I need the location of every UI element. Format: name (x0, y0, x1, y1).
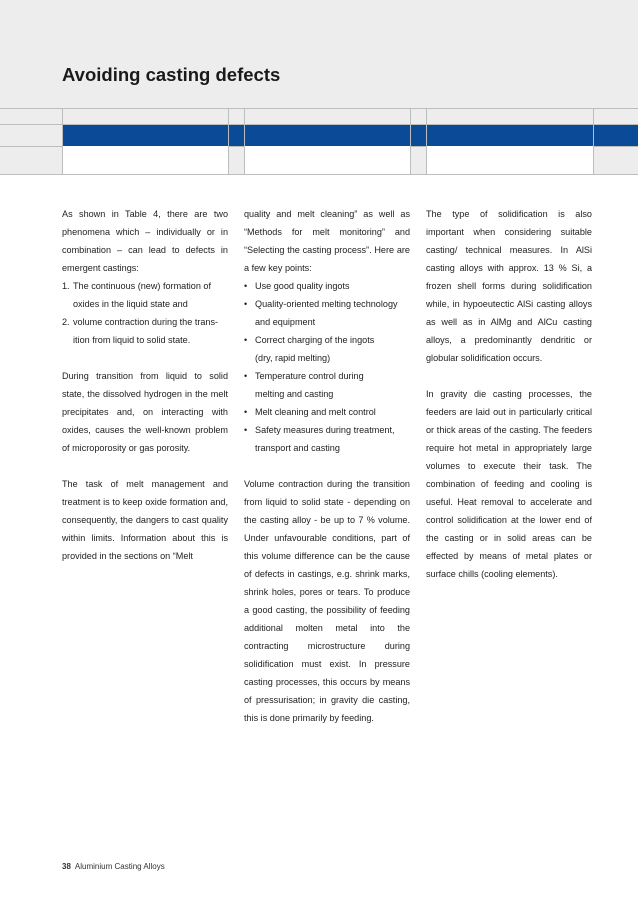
footer-text: Aluminium Casting Alloys (74, 862, 165, 871)
bullet: • (244, 407, 248, 417)
bullet: • (244, 371, 248, 381)
list-text: Temperature control during (255, 371, 364, 381)
grid-line (410, 108, 411, 174)
bullet: • (244, 299, 248, 309)
grid-line (228, 108, 229, 174)
list-number: 1. (62, 281, 70, 291)
grid-line (593, 108, 594, 174)
paragraph: The type of solidification is also important when considering suitable casting/ technical measures. In AlSi casting alloys with approx. 13 % Si, a frozen shell forms during solidification while, in hypoeutectic AlSi casting alloys as well as in AlMg and AlCu casting alloys, a predominantly dendritic or globular solidification occurs. (426, 209, 592, 363)
grid-line (62, 108, 63, 174)
paragraph: The task of melt management and treatment is to keep oxide formation and, consequently, the dangers to cast quality within limits. Information about this is provided in the sections on “Melt (62, 479, 228, 561)
list-text: oxides in the liquid state and (73, 299, 188, 309)
text-column-1 (62, 205, 228, 565)
grid-line (0, 108, 638, 109)
list-text: Use good quality ingots (255, 281, 350, 291)
text-column-3 (426, 205, 592, 583)
list-text: Safety measures during treatment, (255, 425, 395, 435)
list-text: and equipment (255, 317, 316, 327)
paragraph: quality and melt cleaning” as well as “Methods for melt monitoring” and “Selecting the casting process”. Here are a few key points: (244, 209, 410, 273)
bullet: • (244, 425, 248, 435)
grid-line (244, 108, 245, 174)
list-item (244, 421, 410, 457)
list-text: transport and casting (255, 443, 340, 453)
list-text: Quality-oriented melting technology (255, 299, 398, 309)
blue-band (62, 125, 638, 146)
paragraph: During transition from liquid to solid state, the dissolved hydrogen in the melt precipitates and, on interacting with oxides, causes the well-known problem of microporosity or gas porosity. (62, 371, 228, 453)
list-text: ition from liquid to solid state. (73, 335, 191, 345)
paragraph: Volume contraction during the transition from liquid to solid state - depending on the casting alloy - be up to 7 % volume. Under unfavourable conditions, part of this volume difference can be the cause of defects in castings, e.g. shrink marks, shrink holes, pores or tears. To produce a good casting, the possibility of feeding additional molten metal into the contracting microstructure during solidification must exist. In pressure casting processes, this occurs by means of pressurisation; in gravity die casting, this is done primarily by feeding. (244, 479, 410, 723)
paragraph: As shown in Table 4, there are two phenomena which – individually or in combination – can lead to defects in emergent castings: (62, 209, 228, 273)
grid-cell (427, 146, 593, 174)
list-item (62, 277, 228, 313)
text-column-2 (244, 205, 410, 727)
page-footer (62, 862, 165, 871)
header-band (0, 0, 638, 108)
grid-line (0, 174, 638, 175)
list-item (244, 295, 410, 331)
list-item (244, 367, 410, 403)
list-text: Melt cleaning and melt control (255, 407, 376, 417)
list-text: (dry, rapid melting) (255, 353, 331, 363)
bullet: • (244, 281, 248, 291)
list-text: volume contraction during the trans- (73, 317, 219, 327)
list-item (244, 331, 410, 367)
page-title: Avoiding casting defects (62, 64, 281, 85)
list-item (244, 277, 410, 295)
page-number: 38 (62, 862, 71, 871)
bullet: • (244, 335, 248, 345)
list-text: melting and casting (255, 389, 334, 399)
list-item (244, 403, 410, 421)
list-item (62, 313, 228, 349)
list-number: 2. (62, 317, 70, 327)
grid-cell (245, 146, 411, 174)
grid-cell (62, 146, 228, 174)
list-text: Correct charging of the ingots (255, 335, 375, 345)
grid-line (426, 108, 427, 174)
list-text: The continuous (new) formation of (73, 281, 211, 291)
paragraph: In gravity die casting processes, the feeders are laid out in particularly critical or thick areas of the casting. The feeders require hot metal in appropriately large volumes to execute their task. The combination of feeding and cooling is useful. Heat removal to accelerate and control solidification at the lower end of the casting or in solid areas can be effected by means of metal plates or surface chills (cooling elements). (426, 389, 592, 579)
